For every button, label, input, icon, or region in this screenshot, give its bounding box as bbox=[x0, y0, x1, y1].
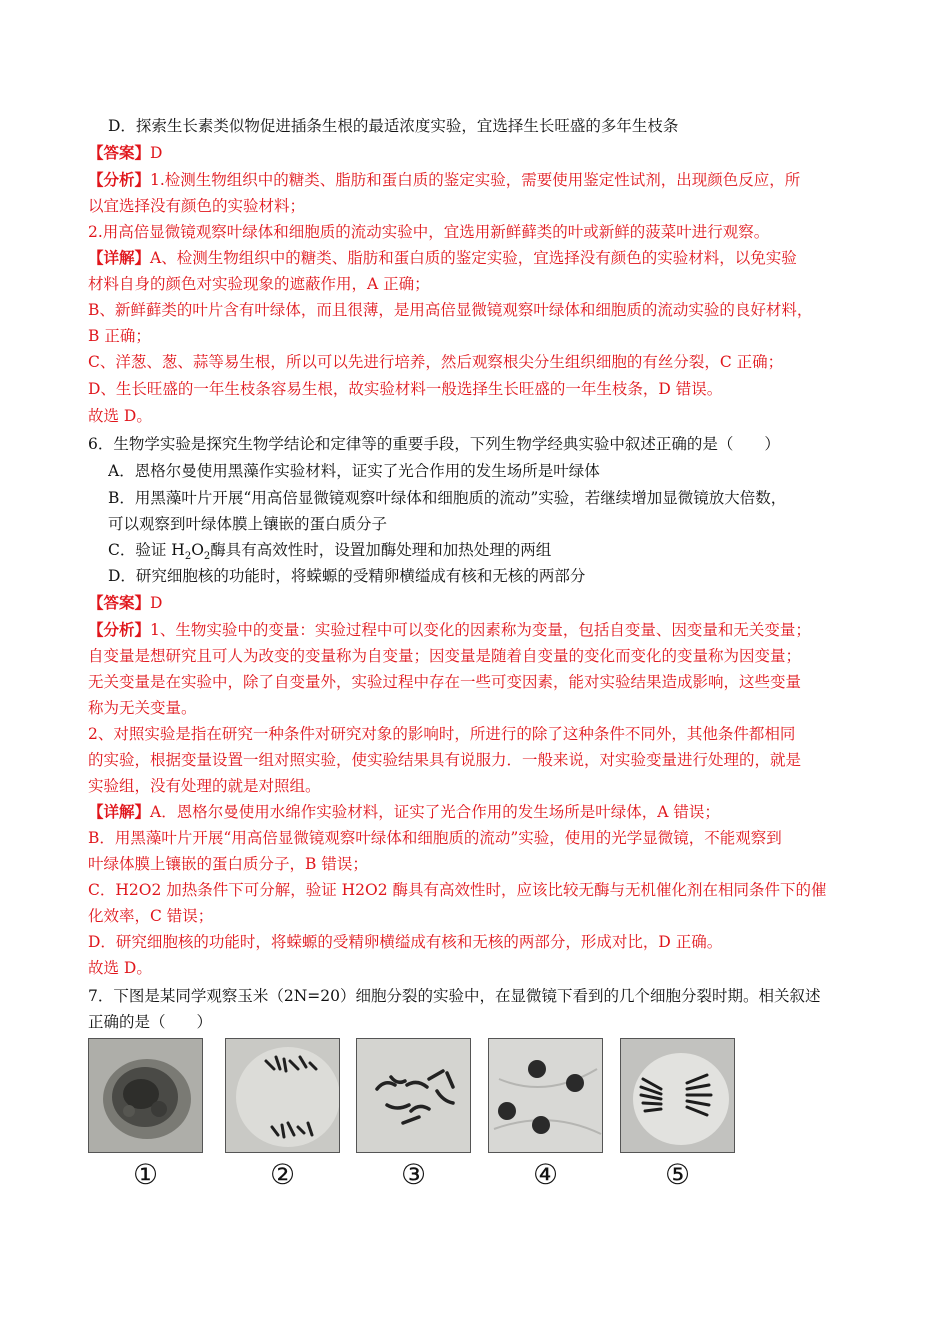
micrograph-2-drawing bbox=[226, 1039, 340, 1153]
micrograph-2-image bbox=[225, 1038, 340, 1153]
q5-option-d: D．探索生长素类似物促进插条生根的最适浓度实验，宜选择生长旺盛的多年生枝条 bbox=[108, 117, 679, 135]
answer-value: D bbox=[150, 594, 163, 612]
micrograph-3-image bbox=[356, 1038, 471, 1153]
q6-analysis-line-5: 2、对照实验是指在研究一种条件对研究对象的影响时，所进行的除了这种条件不同外，其他条件都相同 bbox=[88, 725, 796, 743]
q5-detail-line-4: B 正确； bbox=[88, 327, 151, 345]
micrograph-5-image bbox=[620, 1038, 735, 1153]
micrograph-3-drawing bbox=[357, 1039, 471, 1153]
detail-tag: 【详解】 bbox=[88, 248, 151, 267]
q5-detail-line-1 bbox=[88, 245, 868, 271]
figure-label-5: ⑤ bbox=[664, 1158, 691, 1191]
q6-option-b-line-1: B．用黑藻叶片开展“用高倍显微镜观察叶绿体和细胞质的流动”实验，若继续增加显微镜放大倍数， bbox=[108, 489, 787, 507]
option-c-text: O bbox=[191, 541, 204, 559]
subscript: 2 bbox=[203, 551, 211, 563]
analysis-text: 1.检测生物组织中的糖类、脂肪和蛋白质的鉴定实验，需要使用鉴定性试剂，出现颜色反应，所 bbox=[150, 171, 801, 189]
answer-tag: 【答案】 bbox=[88, 593, 151, 612]
q6-detail-line-1 bbox=[88, 799, 868, 825]
q6-stem: 6．生物学实验是探究生物学结论和定律等的重要手段，下列生物学经典实验中叙述正确的是（ ） bbox=[88, 435, 780, 453]
figure-label-2: ② bbox=[269, 1158, 296, 1191]
analysis-tag: 【分析】 bbox=[88, 620, 151, 639]
figure-label-4: ④ bbox=[532, 1158, 559, 1191]
figure-label-1: ① bbox=[132, 1158, 159, 1191]
q6-detail-line-2: B．用黑藻叶片开展“用高倍显微镜观察叶绿体和细胞质的流动”实验，使用的光学显微镜，不能观察到 bbox=[88, 829, 782, 847]
q6-analysis-line-4: 称为无关变量。 bbox=[88, 699, 197, 717]
analysis-text: 1、生物实验中的变量：实验过程中可以变化的因素称为变量，包括自变量、因变量和无关变量； bbox=[150, 621, 811, 639]
figure-label-3: ③ bbox=[400, 1158, 427, 1191]
q6-option-d: D．研究细胞核的功能时，将蝾螈的受精卵横缢成有核和无核的两部分 bbox=[108, 567, 586, 585]
micrograph-1-drawing bbox=[89, 1039, 203, 1153]
micrograph-4-image bbox=[488, 1038, 603, 1153]
q6-detail-line-4: C．H2O2 加热条件下可分解，验证 H2O2 酶具有高效性时，应该比较无酶与无机催化剂在相同条件下的催 bbox=[88, 881, 827, 899]
q5-detail-line-2: 材料自身的颜色对实验现象的遮蔽作用，A 正确； bbox=[88, 275, 430, 293]
micrograph-4-drawing bbox=[489, 1039, 603, 1153]
q6-detail-line-7: 故选 D。 bbox=[88, 959, 152, 977]
answer-value: D bbox=[150, 144, 163, 162]
answer-tag: 【答案】 bbox=[88, 143, 151, 162]
q6-analysis-line-7: 实验组，没有处理的就是对照组。 bbox=[88, 777, 321, 795]
analysis-tag: 【分析】 bbox=[88, 170, 151, 189]
detail-text: A．恩格尔曼使用水绵作实验材料，证实了光合作用的发生场所是叶绿体，A 错误； bbox=[150, 803, 720, 821]
q7-stem-line-2: 正确的是（ ） bbox=[88, 1013, 213, 1031]
q6-option-b-line-2: 可以观察到叶绿体膜上镶嵌的蛋白质分子 bbox=[108, 515, 388, 533]
detail-text: A、检测生物组织中的糖类、脂肪和蛋白质的鉴定实验，宜选择没有颜色的实验材料，以免实验 bbox=[150, 249, 797, 267]
q5-analysis-line-3: 2.用高倍显微镜观察叶绿体和细胞质的流动实验中，宜选用新鲜藓类的叶或新鲜的菠菜叶进行观察。 bbox=[88, 223, 770, 241]
q6-analysis-line-3: 无关变量是在实验中，除了自变量外，实验过程中存在一些可变因素，能对实验结果造成影响，这些变量 bbox=[88, 673, 802, 691]
q6-option-c bbox=[108, 537, 888, 563]
option-c-text: 酶具有高效性时，设置加酶处理和加热处理的两组 bbox=[210, 541, 552, 559]
q6-detail-line-5: 化效率，C 错误； bbox=[88, 907, 214, 925]
micrograph-1-image bbox=[88, 1038, 203, 1153]
q6-analysis-line-2: 自变量是想研究且可人为改变的变量称为自变量；因变量是随着自变量的变化而变化的变量称为因变量； bbox=[88, 647, 802, 665]
q6-answer bbox=[88, 590, 868, 616]
q6-analysis-line-1 bbox=[88, 617, 868, 643]
q7-stem-line-1: 7．下图是某同学观察玉米（2N=20）细胞分裂的实验中，在显微镜下看到的几个细胞分裂时期。相关叙述 bbox=[88, 987, 821, 1005]
q6-option-a: A．恩格尔曼使用黑藻作实验材料，证实了光合作用的发生场所是叶绿体 bbox=[108, 462, 600, 480]
q5-detail-line-5: C、洋葱、葱、蒜等易生根，所以可以先进行培养，然后观察根尖分生组织细胞的有丝分裂，C 正确； bbox=[88, 353, 784, 371]
subscript: 2 bbox=[184, 551, 192, 563]
detail-tag: 【详解】 bbox=[88, 802, 151, 821]
q6-detail-line-3: 叶绿体膜上镶嵌的蛋白质分子，B 错误； bbox=[88, 855, 368, 873]
q5-analysis-line-2: 以宜选择没有颜色的实验材料； bbox=[88, 197, 306, 215]
q5-detail-line-3: B、新鲜藓类的叶片含有叶绿体，而且很薄，是用高倍显微镜观察叶绿体和细胞质的流动实验的良好材料， bbox=[88, 301, 813, 319]
q6-detail-line-6: D．研究细胞核的功能时，将蝾螈的受精卵横缢成有核和无核的两部分，形成对比，D 正确。 bbox=[88, 933, 723, 951]
option-c-text: C．验证 H bbox=[108, 541, 185, 559]
q6-analysis-line-6: 的实验，根据变量设置一组对照实验，使实验结果具有说服力．一般来说，对实验变量进行处理的，就是 bbox=[88, 751, 802, 769]
q5-answer bbox=[88, 140, 868, 166]
q5-detail-line-7: 故选 D。 bbox=[88, 407, 152, 425]
micrograph-5-drawing bbox=[621, 1039, 735, 1153]
q5-analysis-line-1 bbox=[88, 167, 868, 193]
q5-detail-line-6: D、生长旺盛的一年生枝条容易生根，故实验材料一般选择生长旺盛的一年生枝条，D 错误。 bbox=[88, 380, 723, 398]
